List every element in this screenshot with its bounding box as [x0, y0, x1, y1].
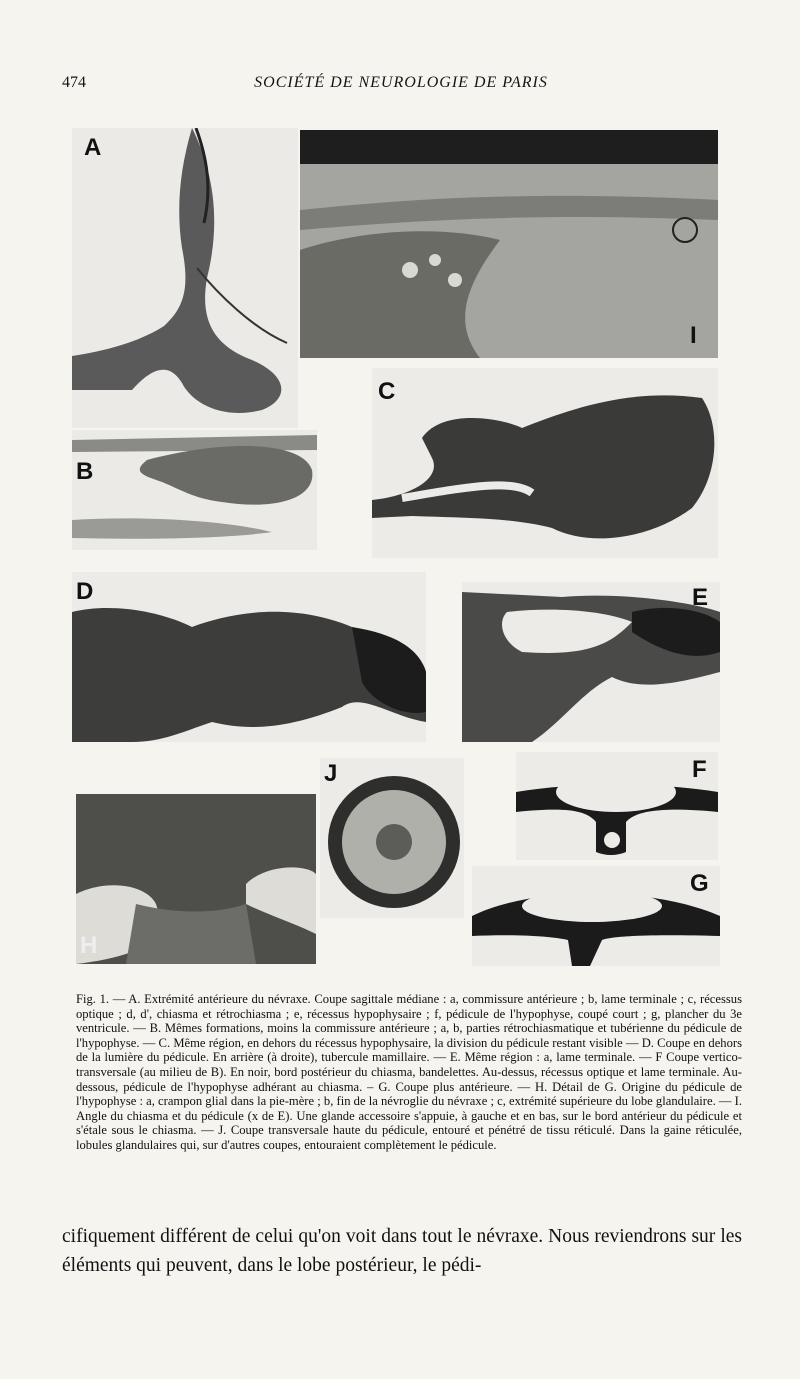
panel-b: [72, 430, 317, 550]
panel-i-drawing: [300, 130, 718, 358]
panel-d-drawing: [72, 572, 426, 742]
panel-e-drawing: [462, 582, 720, 742]
page-header: [62, 74, 740, 96]
panel-h-drawing: [76, 794, 316, 964]
panel-j: [320, 758, 464, 918]
panel-letter: E: [692, 584, 709, 611]
panel-h: [76, 794, 316, 964]
panel-f: [516, 752, 718, 860]
panel-c: [372, 368, 718, 558]
figure-caption: Fig. 1. — A. Extrémité antérieure du névraxe. Coupe sagittale médiane : a, commissure antérieure ; b, lame terminale ; c, récessus optique ; d, d', chiasma et rétrochiasma ; e, récessus hypophysaire ; f, pédicule de l'hypophyse, coupé court ; g, plancher du 3e ventricule. — B. Mêmes formations, moins la commissure antérieure ; a, b, parties rétrochiasmatique et tubérienne du pédicule de l'hypophyse. — C. Même région, en dehors du récessus hypophysaire, la division du pédicule restant visible — D. Coupe en dehors de la lumière du pédicule. En arrière (à droite), tubercule mamillaire. — E. Même région : a, lame terminale. — F Coupe vertico-transversale (au milieu de B). En noir, bord postérieur du chiasma, bandelettes. Au-dessus, récessus optique et lame terminale. Au-dessous, pédicule de l'hypophyse adhérant au chiasma. – G. Coupe plus antérieure. — H. Détail de G. Origine du pédicule de l'hypophyse : a, crampon glial dans la pie-mère ; b, fin de la névroglie du névraxe ; c, extrémité supérieure du lobe glandulaire. — I. Angle du chiasma et du pédicule (x de E). Une glande accessoire s'appuie, à gauche et en bas, sur le bord antérieur du pédicule et s'étale sous le chiasma. — J. Coupe transversale haute du pédicule, entouré et pénétré de tissu réticulé. Dans la gaine réticulée, lobules glandulaires qui, sur d'autres coupes, entouraient complètement le pédicule.: [76, 992, 742, 1152]
panel-d: [72, 572, 426, 742]
panel-g-drawing: [472, 866, 720, 966]
panel-i: [300, 130, 718, 358]
panel-a-drawing: [72, 128, 298, 428]
panel-letter: H: [80, 932, 98, 959]
panel-e: [462, 582, 720, 742]
panel-b-drawing: [72, 430, 317, 550]
panel-letter: G: [690, 870, 709, 897]
panel-letter: C: [378, 378, 396, 405]
panel-letter: B: [76, 458, 94, 485]
body-paragraph: cifiquement différent de celui qu'on voit dans tout le névraxe. Nous reviendrons sur les éléments qui peuvent, dans le lobe postérieur, le pédi-: [62, 1226, 742, 1276]
panel-g: [472, 866, 720, 966]
running-head: SOCIÉTÉ DE NEUROLOGIE DE PARIS: [254, 74, 548, 91]
panel-letter: J: [324, 760, 338, 787]
panel-letter: I: [690, 322, 697, 349]
panel-letter: F: [692, 756, 707, 783]
panel-letter: D: [76, 578, 94, 605]
page-number: 474: [62, 74, 86, 91]
panel-f-drawing: [516, 752, 718, 860]
panel-letter: A: [84, 134, 102, 161]
panel-c-drawing: [372, 368, 718, 558]
panel-a: [72, 128, 298, 428]
panel-j-drawing: [320, 758, 464, 918]
